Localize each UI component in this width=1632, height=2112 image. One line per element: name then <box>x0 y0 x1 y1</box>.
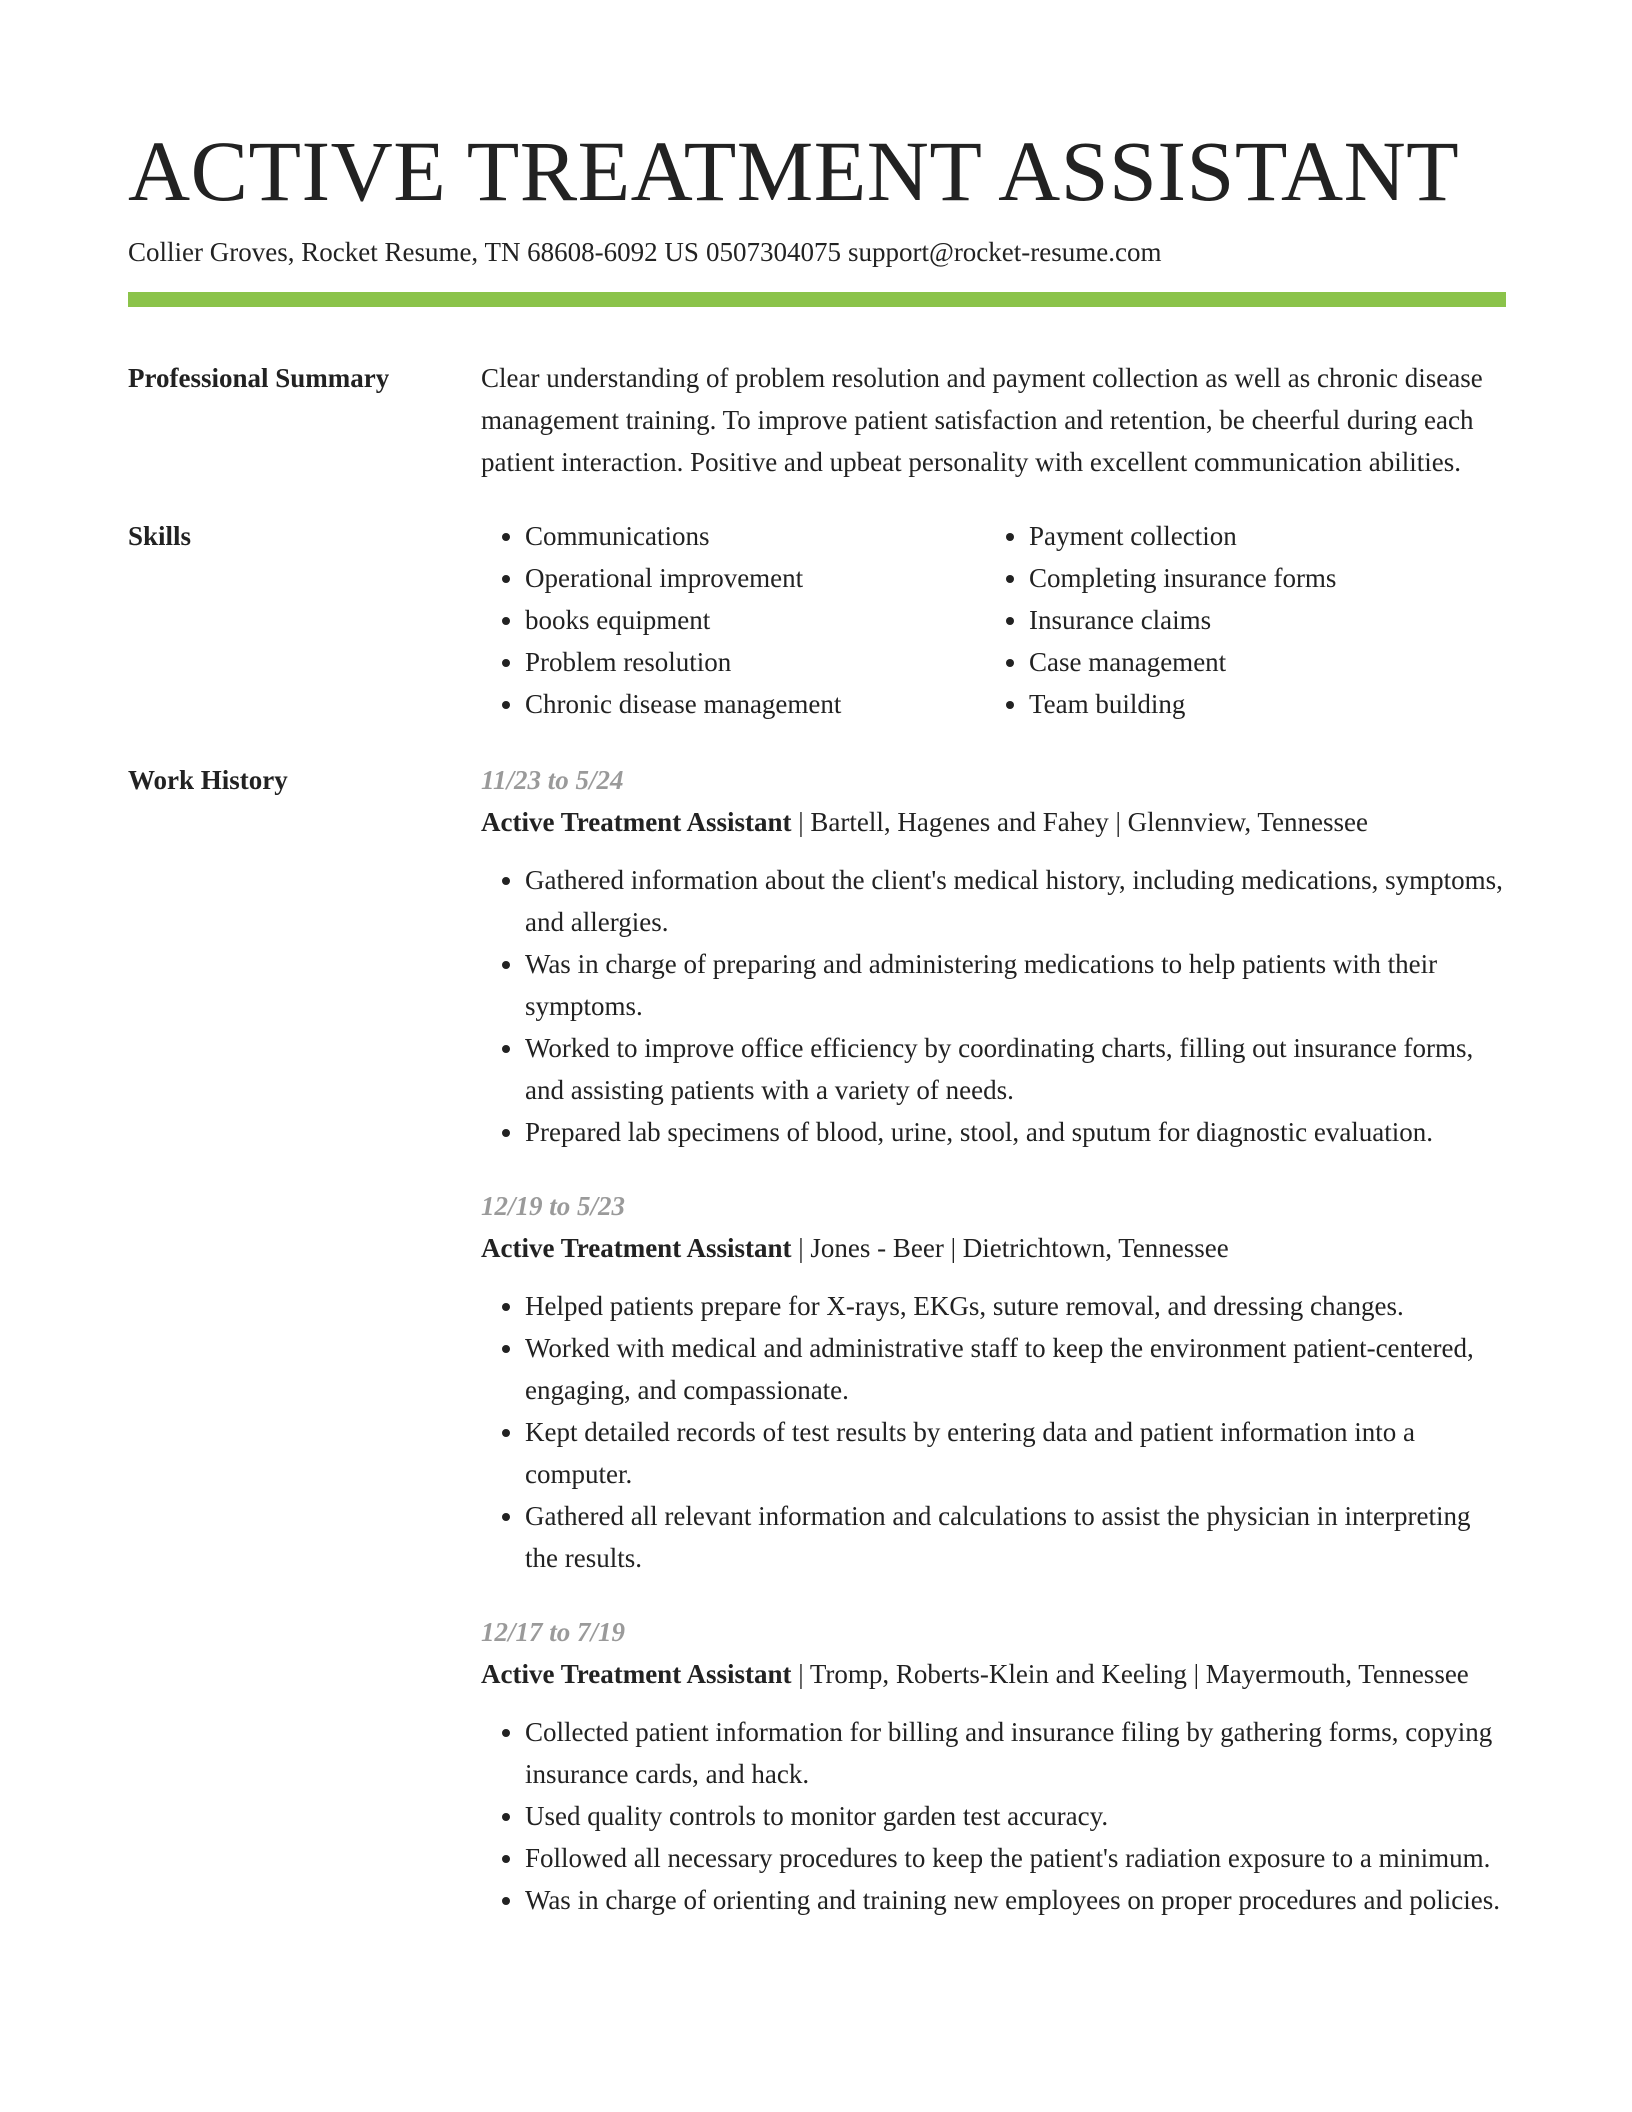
resume-page <box>128 118 1506 1921</box>
job-employer-location: | Bartell, Hagenes and Fahey | Glennview, Tennessee <box>791 807 1368 837</box>
job-title: Active Treatment Assistant <box>481 1233 792 1263</box>
skills-columns <box>481 515 1506 725</box>
job-duty: • Helped patients prepare for X-rays, EKGs, suture removal, and dressing changes. <box>525 1285 1506 1327</box>
work-history-body <box>481 759 1506 1921</box>
skill-item: • Chronic disease management <box>525 683 985 725</box>
skills-section <box>128 515 1506 725</box>
accent-divider <box>128 292 1506 307</box>
work-history-section <box>128 759 1506 1921</box>
job-entry <box>481 759 1506 1153</box>
job-duty: • Worked to improve office efficiency by coordinating charts, filling out insurance forms, and assisting patients with a variety of needs. <box>525 1027 1506 1111</box>
job-employer-location: | Tromp, Roberts-Klein and Keeling | Mayermouth, Tennessee <box>791 1659 1469 1689</box>
job-dates: 12/17 to 7/19 <box>481 1617 626 1647</box>
skill-item: • Communications <box>525 515 985 557</box>
contact-phone: 0507304075 <box>705 237 841 267</box>
job-duty: • Kept detailed records of test results by entering data and patient information into a computer. <box>525 1411 1506 1495</box>
job-title: Active Treatment Assistant <box>481 1659 792 1689</box>
skill-item: • Insurance claims <box>1029 599 1489 641</box>
job-title: Active Treatment Assistant <box>481 807 792 837</box>
section-label-skills: Skills <box>128 521 192 551</box>
job-duties-list <box>481 1285 1506 1579</box>
job-duty: • Followed all necessary procedures to keep the patient's radiation exposure to a minimum. <box>525 1837 1506 1879</box>
job-employer-location: | Jones - Beer | Dietrichtown, Tennessee <box>791 1233 1229 1263</box>
job-duty: • Collected patient information for billing and insurance filing by gathering forms, copying insurance cards, and hack. <box>525 1711 1506 1795</box>
skills-list-left <box>481 515 985 725</box>
summary-text: Clear understanding of problem resolution and payment collection as well as chronic disease management training. To improve patient satisfaction and retention, be cheerful during each patient interaction. Positive and upbeat personality with excellent communication abilities. <box>481 363 1483 477</box>
job-duties-list <box>481 1711 1506 1921</box>
section-label-work-history: Work History <box>128 765 288 795</box>
skill-item: • Problem resolution <box>525 641 985 683</box>
skill-item: • Completing insurance forms <box>1029 557 1489 599</box>
job-duty: • Gathered information about the client's medical history, including medications, symptoms, and allergies. <box>525 859 1506 943</box>
skill-item: • Payment collection <box>1029 515 1489 557</box>
job-dates: 12/19 to 5/23 <box>481 1191 626 1221</box>
skill-item: • Operational improvement <box>525 557 985 599</box>
job-heading <box>481 1653 1506 1695</box>
job-duty: • Was in charge of preparing and administering medications to help patients with their symptoms. <box>525 943 1506 1027</box>
professional-summary-section <box>128 357 1506 483</box>
job-duty: • Used quality controls to monitor garden test accuracy. <box>525 1795 1506 1837</box>
job-entry <box>481 1185 1506 1579</box>
skills-list-right <box>985 515 1489 725</box>
job-duties-list <box>481 859 1506 1153</box>
skill-item: • Team building <box>1029 683 1489 725</box>
job-duty: • Worked with medical and administrative staff to keep the environment patient-centered, engaging, and compassionate. <box>525 1327 1506 1411</box>
contact-address: Collier Groves, Rocket Resume, TN 68608-6092 US <box>128 237 699 267</box>
candidate-title: ACTIVE TREATMENT ASSISTANT <box>128 123 1460 219</box>
job-duty: • Was in charge of orienting and training new employees on proper procedures and policies. <box>525 1879 1506 1921</box>
contact-email: support@rocket-resume.com <box>847 237 1162 267</box>
contact-line <box>128 232 1506 272</box>
job-duty: • Gathered all relevant information and calculations to assist the physician in interpreting the results. <box>525 1495 1506 1579</box>
job-dates: 11/23 to 5/24 <box>481 765 624 795</box>
section-label-summary: Professional Summary <box>128 363 390 393</box>
skill-item: • Case management <box>1029 641 1489 683</box>
skill-item: • books equipment <box>525 599 985 641</box>
job-entry <box>481 1611 1506 1921</box>
job-heading <box>481 801 1506 843</box>
job-heading <box>481 1227 1506 1269</box>
job-duty: • Prepared lab specimens of blood, urine, stool, and sputum for diagnostic evaluation. <box>525 1111 1506 1153</box>
